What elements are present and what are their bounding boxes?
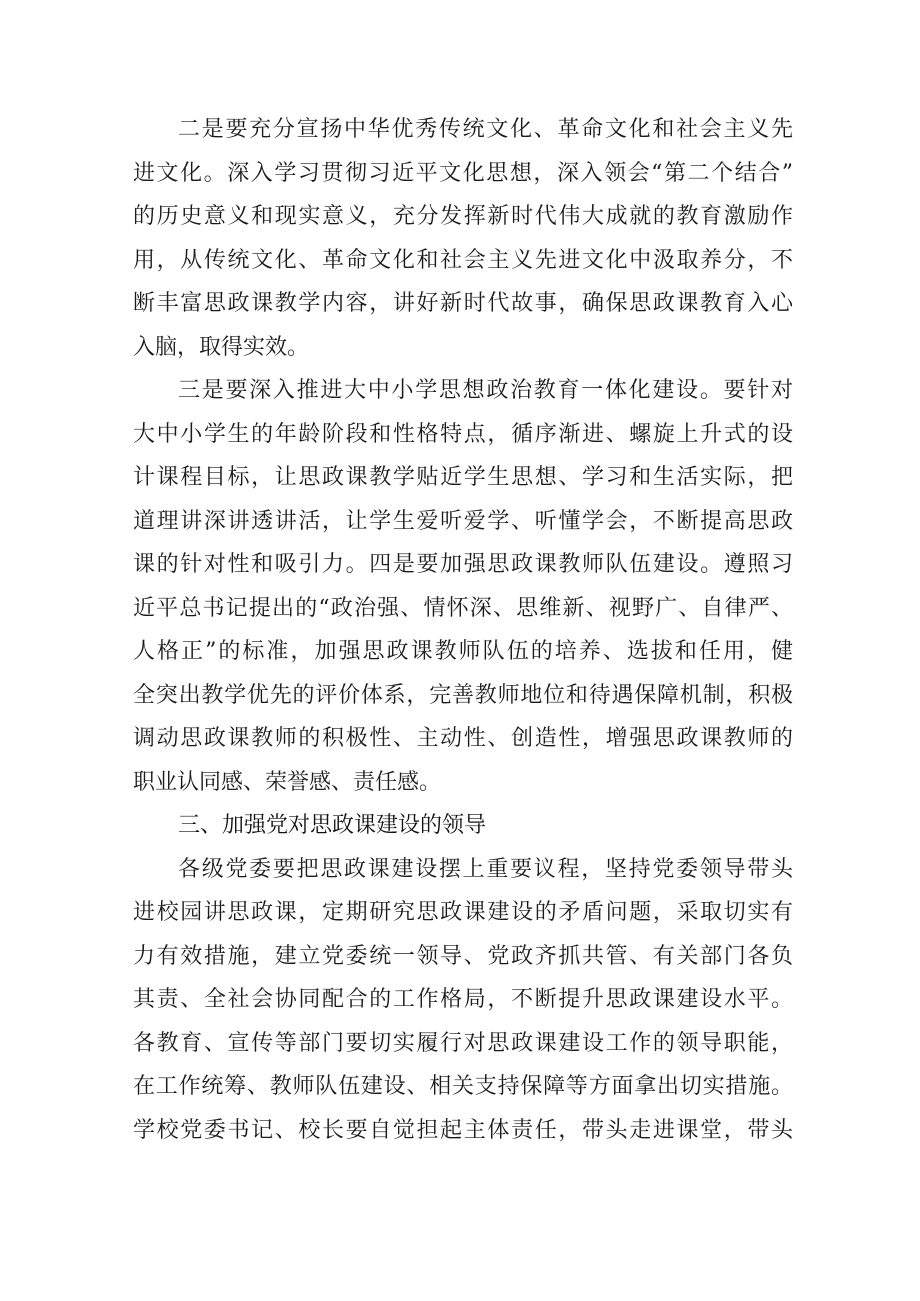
text-line: 各级党委要把思政课建设摆上重要议程，坚持党委领导带头 (178, 856, 793, 882)
text-line: 近平总书记提出的“政治强、情怀深、思维新、视野广、自律严、 (133, 595, 793, 621)
text-line: 大中小学生的年龄阶段和性格特点，循序渐进、螺旋上升式的设 (133, 421, 793, 447)
text-line: 道理讲深讲透讲活，让学生爱听爱学、听懂学会，不断提高思政 (133, 508, 793, 534)
document-body (133, 108, 793, 1152)
text-line: 三是要深入推进大中小学思想政治教育一体化建设。要针对 (178, 378, 793, 403)
text-line: 其责、全社会协同配合的工作格局，不断提升思政课建设水平。 (133, 987, 793, 1012)
text-line: 职业认同感、荣誉感、责任感。 (133, 769, 442, 795)
text-line: 各教育、宣传等部门要切实履行对思政课建设工作的领导职能， (133, 1030, 793, 1056)
paragraph-traditional-culture (133, 108, 793, 369)
text-line: 力有效措施，建立党委统一领导、党政齐抓共管、有关部门各负 (133, 943, 793, 969)
text-line: 学校党委书记、校长要自觉担起主体责任，带头走进课堂，带头 (133, 1117, 793, 1143)
text-line: 的历史意义和现实意义，充分发挥新时代伟大成就的教育激励作 (133, 204, 793, 229)
text-line: 在工作统筹、教师队伍建设、相关支持保障等方面拿出切实措施。 (133, 1074, 793, 1099)
paragraph-integration-and-teachers (133, 369, 793, 804)
text-line: 全突出教学优先的评价体系，完善教师地位和待遇保障机制，积极 (133, 682, 793, 708)
text-line: 二是要充分宣扬中华优秀传统文化、革命文化和社会主义先 (178, 117, 793, 142)
text-line: 用，从传统文化、革命文化和社会主义先进文化中汲取养分，不 (133, 247, 793, 273)
text-line: 入脑，取得实效。 (133, 334, 310, 360)
text-line: 进文化。深入学习贯彻习近平文化思想，深入领会“第二个结合” (133, 160, 793, 186)
text-line: 人格正”的标准，加强思政课教师队伍的培养、选拔和任用，健 (133, 639, 793, 664)
text-line: 进校园讲思政课，定期研究思政课建设的矛盾问题，采取切实有 (133, 900, 793, 925)
text-line: 计课程目标，让思政课教学贴近学生思想、学习和生活实际，把 (133, 465, 793, 490)
text-line: 课的针对性和吸引力。四是要加强思政课教师队伍建设。遵照习 (133, 552, 793, 577)
text-line: 断丰富思政课教学内容，讲好新时代故事，确保思政课教育入心 (133, 291, 793, 316)
section-heading: 三、加强党对思政课建设的领导 (178, 813, 487, 838)
paragraph-party-leadership (133, 848, 793, 1153)
text-line: 调动思政课教师的积极性、主动性、创造性，增强思政课教师的 (133, 726, 793, 751)
